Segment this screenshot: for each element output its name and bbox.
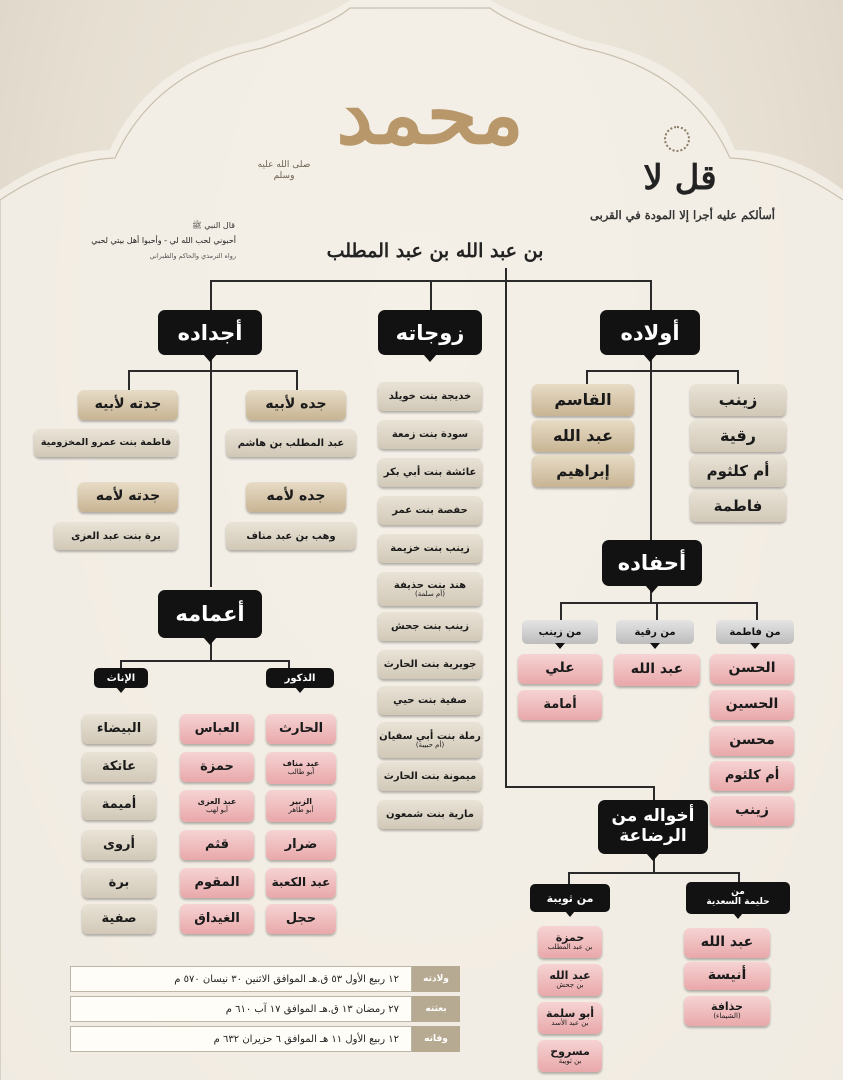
wife-item (378, 572, 482, 606)
from-halima-label-top: من (731, 887, 745, 898)
death-date: ١٢ ربيع الأول ١١ هـ الموافق ٦ حزيران ٦٣٢ م (70, 1026, 412, 1052)
paternal-grandfather-label: جده لأبيه (246, 390, 346, 420)
lineage-text: بن عبد الله بن عبد المطلب (326, 240, 544, 262)
milk-sibling-name: مسروح (550, 1045, 590, 1059)
child-daughter-item: زينب (690, 384, 786, 416)
milk-sibling-item: عبد الله (684, 928, 770, 958)
child-son-item: عبد الله (532, 420, 634, 452)
wife-item: خديجة بنت خويلد (378, 382, 482, 411)
wife-note: (أم سلمة) (415, 589, 445, 598)
uncle-item: المقوم (180, 868, 254, 898)
grandparents-header: أجداده (158, 310, 262, 355)
wife-note: (أم حبيبة) (415, 740, 445, 749)
child-daughter-item: رقية (690, 420, 786, 452)
from-zaynab-label: من زينب (522, 620, 598, 644)
uncle-item: عبد الكعبة (266, 868, 336, 898)
maternal-grandmother-label: جدته لأمه (78, 482, 178, 512)
uncle-item: الغيداق (180, 904, 254, 934)
wife-name: هند بنت حذيفة (393, 579, 467, 591)
milk-sibling-note: بن جحش (556, 981, 584, 990)
from-halima-label-name: حليمة السعدية (706, 897, 770, 907)
paternal-grandmother-name: فاطمة بنت عمرو المخزومية (34, 429, 178, 457)
wife-item (378, 722, 482, 758)
wife-item: حفصة بنت عمر (378, 496, 482, 525)
wife-item: سودة بنت زمعة (378, 420, 482, 449)
uncle-item (180, 790, 254, 822)
aunt-item: برة (82, 868, 156, 898)
wife-item: جويرية بنت الحارث (378, 650, 482, 679)
mission-label: بعثته (412, 996, 460, 1022)
milk-sibling-note: بن عبد المطلب (547, 943, 593, 952)
males-label: الذكور (266, 668, 334, 688)
maternal-grandfather-name: وهب بن عبد مناف (226, 522, 356, 550)
wife-item: صفية بنت حيي (378, 686, 482, 715)
wife-item: مارية بنت شمعون (378, 800, 482, 829)
wife-item: ميمونة بنت الحارث (378, 762, 482, 791)
grandchild-item: زينب (710, 796, 794, 826)
uncle-item: العباس (180, 714, 254, 744)
milk-sibling-name: أبو سلمة (546, 1007, 594, 1021)
grandchild-item: أم كلثوم (710, 761, 794, 791)
milk-sibling-item (538, 964, 602, 996)
grandchild-item: علي (518, 654, 602, 684)
quote-right-title: قل لا (643, 158, 717, 198)
mission-date: ٢٧ رمضان ١٣ ق.هـ الموافق ١٧ آب ٦١٠ م (70, 996, 412, 1022)
uncle-item: حمزة (180, 752, 254, 782)
quote-right-text: أسألكم عليه أجرا إلا المودة في القربى (590, 208, 775, 222)
uncle-item: حجل (266, 904, 336, 934)
wife-item: عائشة بنت أبي بكر (378, 458, 482, 487)
child-daughter-item: أم كلثوم (690, 455, 786, 487)
milk-siblings-header: أخواله من الرضاعة (598, 800, 708, 854)
milk-sibling-name: حذافة (711, 1000, 743, 1014)
birth-date: ١٢ ربيع الأول ٥٣ ق.هـ الموافق الاثنين ٣٠ نيسان ٥٧٠ م (70, 966, 412, 992)
grandchild-item: محسن (710, 726, 794, 756)
females-label: الإناث (94, 668, 148, 688)
grandchild-item: الحسين (710, 690, 794, 720)
uncle-item: قثم (180, 830, 254, 860)
paternal-grandfather-name: عبد المطلب بن هاشم (226, 429, 356, 457)
aunt-item: صفية (82, 904, 156, 934)
name-calligraphy: محمد (336, 67, 524, 163)
milk-sibling-item (538, 1040, 602, 1072)
uncle-item: الحارث (266, 714, 336, 744)
wife-item: زينب بنت خزيمة (378, 534, 482, 563)
grandchild-item: الحسن (710, 654, 794, 684)
uncle-note: أبو طالب (287, 767, 315, 776)
uncle-item (266, 790, 336, 822)
aunt-item: أروى (82, 830, 156, 860)
wives-header: زوجاته (378, 310, 482, 355)
birth-label: ولادته (412, 966, 460, 992)
from-halima-label (686, 882, 790, 914)
child-son-item: إبراهيم (532, 455, 634, 487)
salutation-text: صلى الله عليه وسلم (257, 160, 311, 182)
milk-sibling-item (538, 1002, 602, 1034)
uncles-aunts-header: أعمامه (158, 590, 262, 638)
milk-sibling-name: حمزة (555, 931, 585, 945)
wife-name: رملة بنت أبي سفيان (379, 730, 481, 742)
grandchild-item: أمامة (518, 690, 602, 720)
uncle-name: عبد العزى (197, 796, 237, 806)
grandchild-item: عبد الله (614, 654, 700, 686)
milk-sibling-name: عبد الله (549, 969, 591, 983)
child-son-item: القاسم (532, 384, 634, 416)
from-thuwayba-label: من ثويبة (530, 884, 610, 912)
maternal-grandfather-label: جده لأمه (246, 482, 346, 512)
paternal-grandmother-label: جدته لأبيه (78, 390, 178, 420)
aunt-item: عاتكة (82, 752, 156, 782)
milk-sibling-note: (الشيماء) (713, 1012, 741, 1021)
grandchildren-header: أحفاده (602, 540, 702, 586)
uncle-note: أبو طاهر (288, 805, 314, 814)
ornament-icon (664, 126, 690, 152)
aunt-item: البيضاء (82, 714, 156, 744)
quote-left-line1: أحبوني لحب الله لي - وأحبوا أهل بيتي لحبي (91, 236, 236, 245)
uncle-item (266, 752, 336, 784)
milk-sibling-note: بن ثويبة (558, 1057, 582, 1066)
wife-item: زينب بنت جحش (378, 612, 482, 641)
milk-sibling-item (538, 926, 602, 958)
milk-sibling-item (684, 996, 770, 1026)
uncle-name: عبد مناف (282, 758, 320, 768)
quote-left-line2: رواه الترمذي والحاكم والطبراني (149, 252, 236, 260)
child-daughter-item: فاطمة (690, 490, 786, 522)
uncle-name: الزبير (290, 796, 312, 806)
from-ruqayya-label: من رقية (616, 620, 694, 644)
from-fatima-label: من فاطمة (716, 620, 794, 644)
milk-sibling-note: بن عبد الأسد (551, 1019, 589, 1028)
death-label: وفاته (412, 1026, 460, 1052)
uncle-note: أبو لهب (206, 805, 228, 814)
quote-left-title: قال النبي ﷺ (192, 221, 235, 230)
milk-sibling-item: أنيسة (684, 962, 770, 990)
children-header: أولاده (600, 310, 700, 355)
maternal-grandmother-name: برة بنت عبد العزى (54, 522, 178, 550)
aunt-item: أميمة (82, 790, 156, 820)
uncle-item: ضرار (266, 830, 336, 860)
